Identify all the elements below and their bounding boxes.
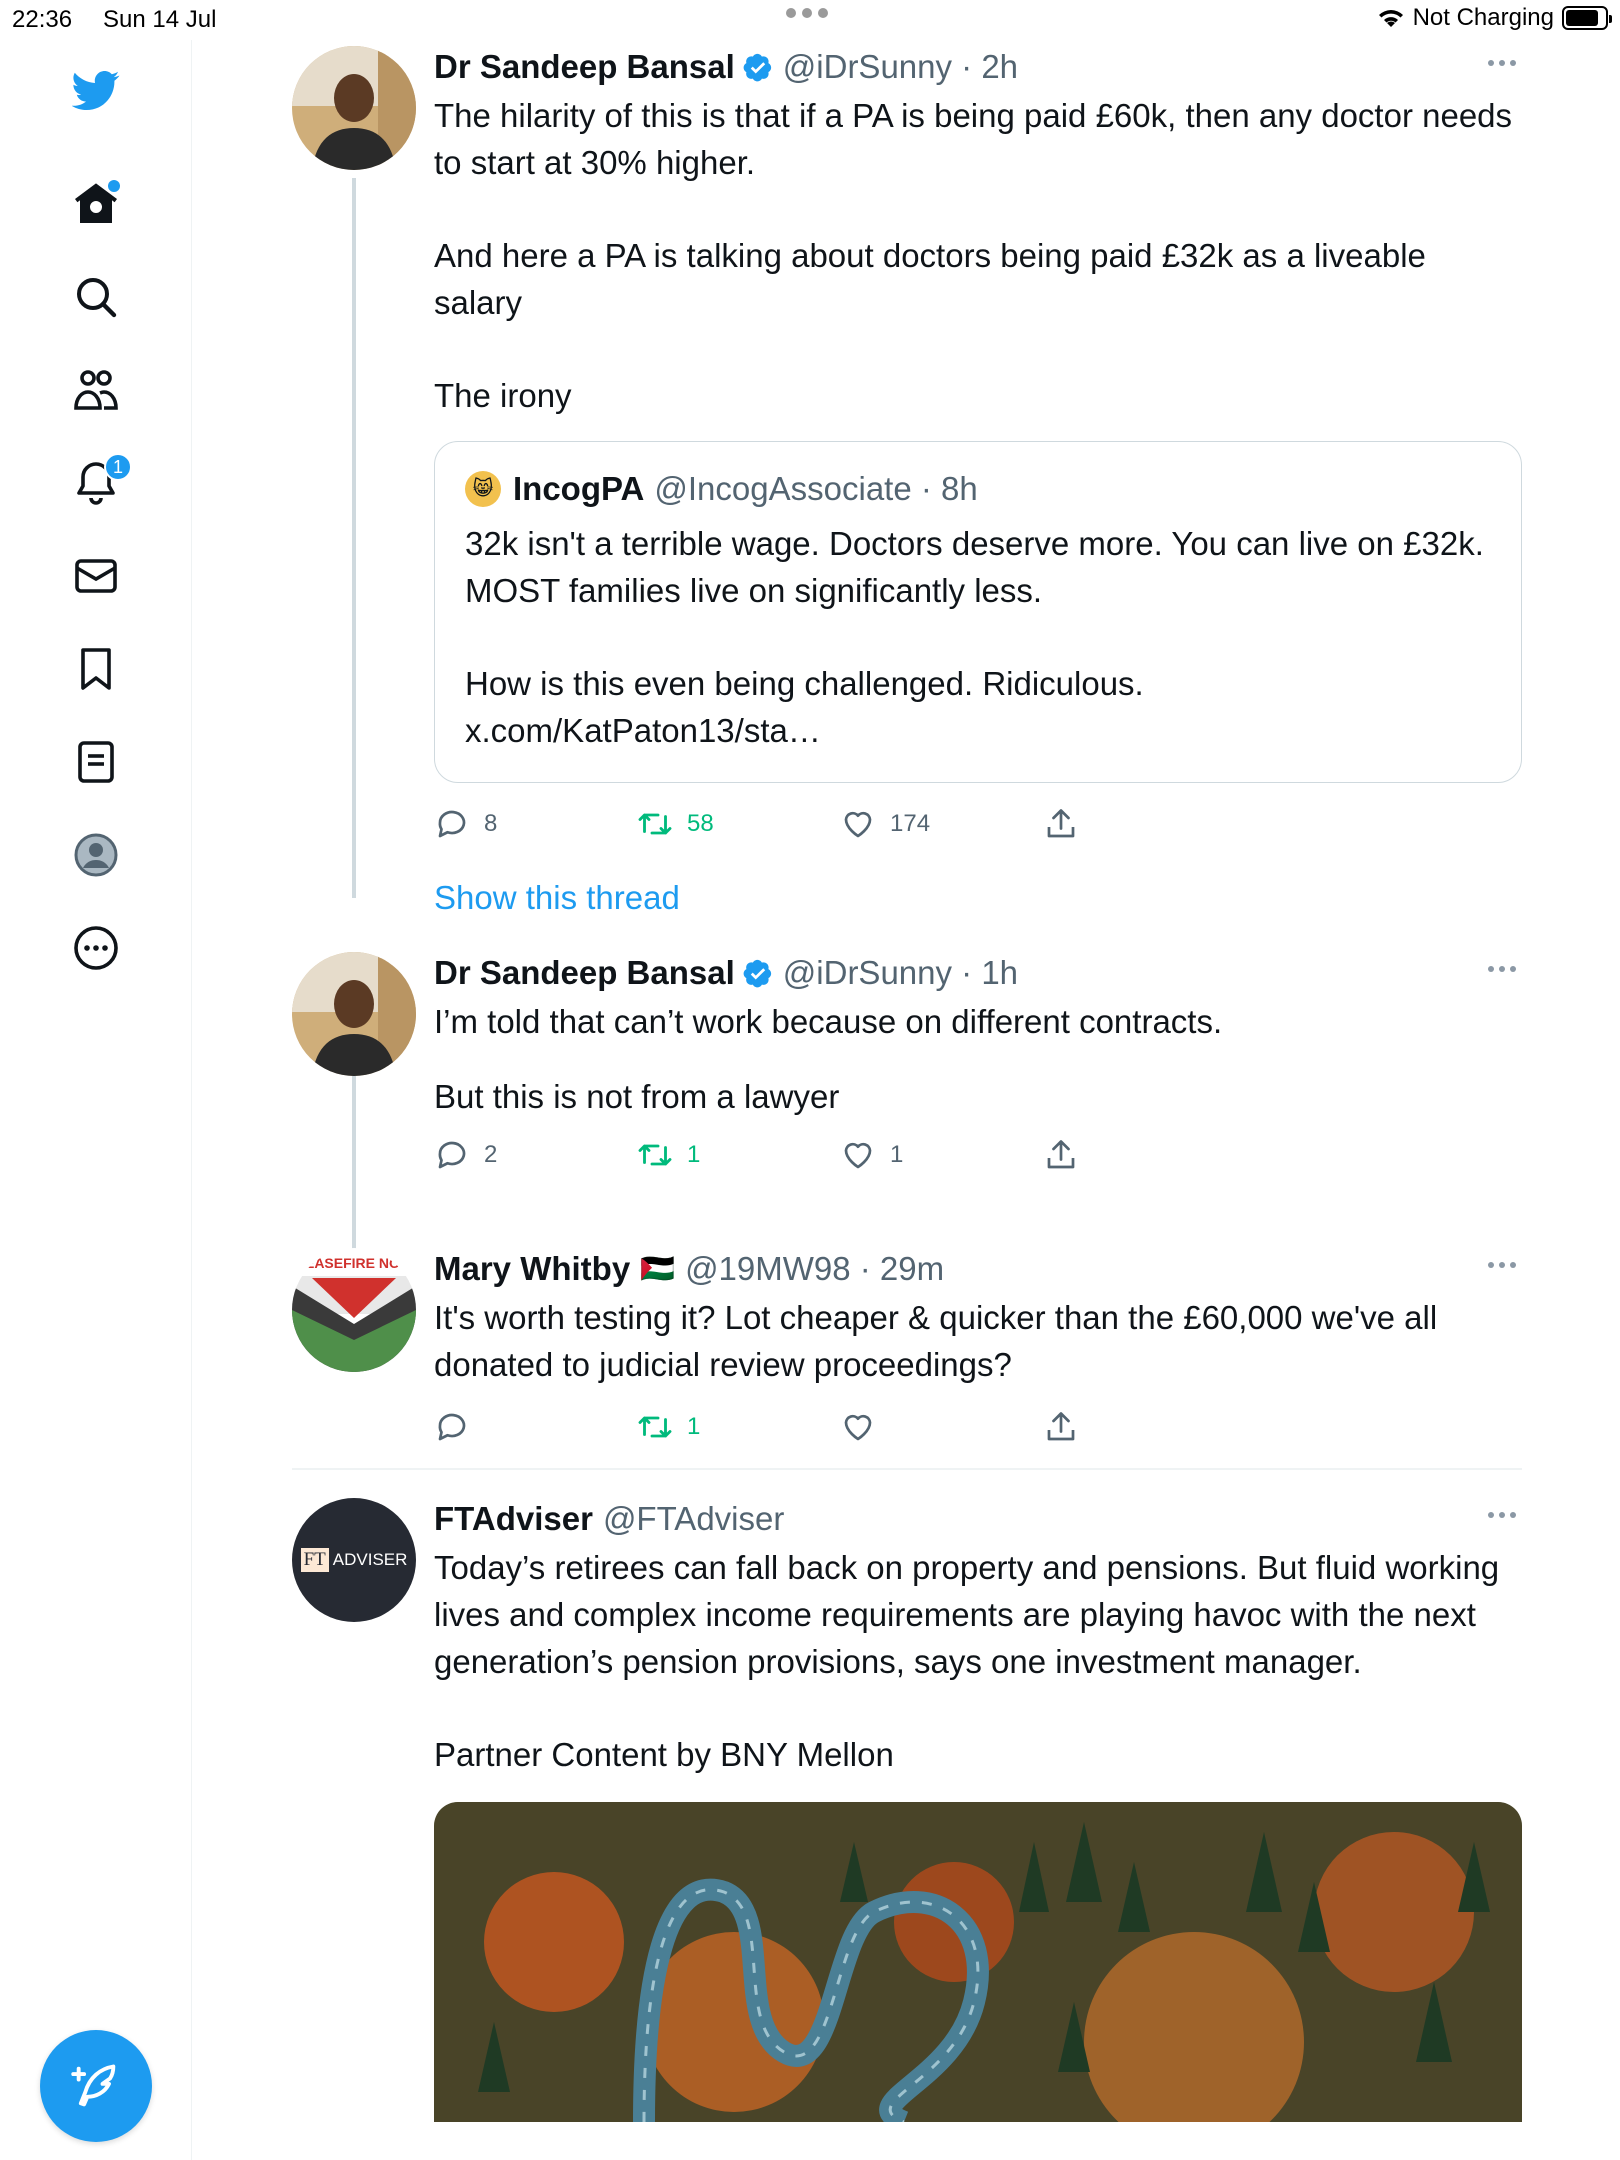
like-count: 1: [890, 1141, 904, 1168]
status-date: Sun 14 Jul: [103, 6, 217, 33]
tweet-paragraph: And here a PA is talking about doctors being paid £32k as a liveable salary: [434, 237, 1426, 321]
communities-icon[interactable]: [60, 354, 132, 426]
more-options-icon[interactable]: [1488, 1262, 1516, 1268]
home-unread-dot: [108, 180, 120, 192]
quote-text: [465, 520, 1491, 754]
tweet-paragraph: The hilarity of this is that if a PA is being paid £60k, then any doctor needs to start at 30% higher.: [434, 97, 1513, 181]
avatar-text: CEASEFIRE NOW: [294, 1255, 414, 1271]
share-button[interactable]: [1043, 1137, 1246, 1173]
reply-button[interactable]: [434, 1137, 637, 1173]
tweet-paragraph: The irony: [434, 377, 572, 414]
retweet-icon: [637, 806, 673, 842]
retweet-button[interactable]: [637, 806, 840, 842]
more-options-icon[interactable]: [1488, 966, 1516, 972]
quote-handle-time[interactable]: @IncogAssociate · 8h: [654, 470, 978, 507]
timeline: [192, 40, 1532, 2160]
share-button[interactable]: [1043, 1409, 1246, 1445]
share-icon: [1043, 806, 1079, 842]
quote-paragraph: 32k isn't a terrible wage. Doctors deserve more. You can live on £32k. MOST families live on significantly less.: [465, 525, 1484, 609]
tweet-author-name[interactable]: Dr Sandeep Bansal: [434, 48, 735, 85]
show-thread-link[interactable]: Show this thread: [434, 879, 680, 916]
retweet-button[interactable]: [637, 1409, 840, 1445]
avatar[interactable]: [292, 1498, 416, 1622]
avatar[interactable]: [292, 46, 416, 170]
quote-avatar[interactable]: 😸: [465, 471, 501, 507]
search-icon[interactable]: [60, 261, 132, 333]
compose-feather-icon: [70, 2060, 122, 2112]
messages-envelope-icon[interactable]: [60, 540, 132, 612]
quote-paragraph: How is this even being challenged. Ridiculous. x.com/KatPaton13/sta…: [465, 665, 1144, 749]
reply-icon: [434, 1409, 470, 1445]
profile-icon[interactable]: [60, 819, 132, 891]
reply-button[interactable]: [434, 1409, 637, 1445]
bookmark-icon[interactable]: [60, 633, 132, 705]
like-count: 174: [890, 810, 931, 837]
tweet-text: [434, 1294, 1520, 1388]
twitter-bird-icon[interactable]: [60, 54, 132, 126]
lists-icon[interactable]: [60, 726, 132, 798]
quote-tweet[interactable]: [434, 441, 1522, 783]
thread-connector: [352, 178, 356, 898]
status-time: 22:36: [12, 6, 73, 33]
tweet-paragraph: Today’s retirees can fall back on property and pensions. But fluid working lives and complex income requirements are playing havoc with the next generation’s pension provisions, says one investment manager.: [434, 1549, 1500, 1680]
tweet-author-name[interactable]: Mary Whitby: [434, 1250, 631, 1287]
retweet-icon: [637, 1409, 673, 1445]
tweet-paragraph: I’m told that can’t work because on different contracts.: [434, 1003, 1223, 1040]
tweet-author-name[interactable]: Dr Sandeep Bansal: [434, 954, 735, 991]
tweet-handle[interactable]: @FTAdviser: [602, 1500, 785, 1537]
tweet-handle-time[interactable]: @19MW98 · 29m: [685, 1250, 945, 1287]
like-button[interactable]: [840, 806, 1043, 842]
reply-icon: [434, 806, 470, 842]
heart-icon: [840, 1137, 876, 1173]
heart-icon: [840, 1409, 876, 1445]
tweet-handle-time[interactable]: @iDrSunny · 2h: [782, 48, 1019, 85]
compose-tweet-button[interactable]: [40, 2030, 152, 2142]
heart-icon: [840, 806, 876, 842]
reply-icon: [434, 1137, 470, 1173]
avatar-adviser-text: ADVISER: [332, 1550, 408, 1569]
share-button[interactable]: [1043, 806, 1246, 842]
wifi-icon: [1377, 7, 1405, 29]
retweet-count: 58: [687, 810, 714, 837]
notifications-badge: 1: [104, 453, 132, 481]
quote-author-name[interactable]: IncogPA: [513, 470, 645, 507]
tweet-author-name[interactable]: FTAdviser: [434, 1500, 593, 1537]
notifications-bell-icon[interactable]: [60, 447, 132, 519]
retweet-icon: [637, 1137, 673, 1173]
tweet-media-image[interactable]: [434, 1802, 1522, 2122]
tweet-text: [434, 998, 1520, 1120]
multitasking-dots-icon[interactable]: [786, 8, 828, 18]
status-bar: [0, 0, 1620, 40]
sidebar-nav: [0, 40, 192, 2160]
share-icon: [1043, 1137, 1079, 1173]
more-options-icon[interactable]: [1488, 1512, 1516, 1518]
tweet-actions: [434, 1130, 1520, 1180]
reply-button[interactable]: [434, 806, 637, 842]
home-icon[interactable]: [60, 168, 132, 240]
tweet-actions: [434, 799, 1520, 849]
more-circle-icon[interactable]: [60, 912, 132, 984]
battery-status-label: Not Charging: [1412, 4, 1554, 31]
reply-count: 8: [484, 810, 498, 837]
tweet-paragraph: Partner Content by BNY Mellon: [434, 1736, 894, 1773]
flag-emoji: 🇵🇸: [640, 1253, 676, 1284]
share-icon: [1043, 1409, 1079, 1445]
tweet-text: [434, 1544, 1520, 1778]
avatar[interactable]: [292, 1248, 416, 1372]
verified-badge-icon: [743, 958, 773, 988]
like-button[interactable]: [840, 1137, 1043, 1173]
tweet-paragraph: But this is not from a lawyer: [434, 1078, 840, 1115]
tweet-paragraph: It's worth testing it? Lot cheaper & quicker than the £60,000 we've all donated to judicial review proceedings?: [434, 1299, 1438, 1383]
retweet-count: 1: [687, 1413, 701, 1440]
reply-count: 2: [484, 1141, 498, 1168]
tweet-actions: [434, 1402, 1520, 1452]
more-options-icon[interactable]: [1488, 60, 1516, 66]
battery-icon: [1562, 6, 1608, 30]
avatar[interactable]: [292, 952, 416, 1076]
tweet-handle-time[interactable]: @iDrSunny · 1h: [782, 954, 1019, 991]
avatar-ft-mark: FT: [301, 1548, 329, 1572]
tweet-text: [434, 92, 1520, 419]
tweet-divider: [292, 1468, 1522, 1470]
retweet-button[interactable]: [637, 1137, 840, 1173]
retweet-count: 1: [687, 1141, 701, 1168]
like-button[interactable]: [840, 1409, 1043, 1445]
verified-badge-icon: [743, 52, 773, 82]
